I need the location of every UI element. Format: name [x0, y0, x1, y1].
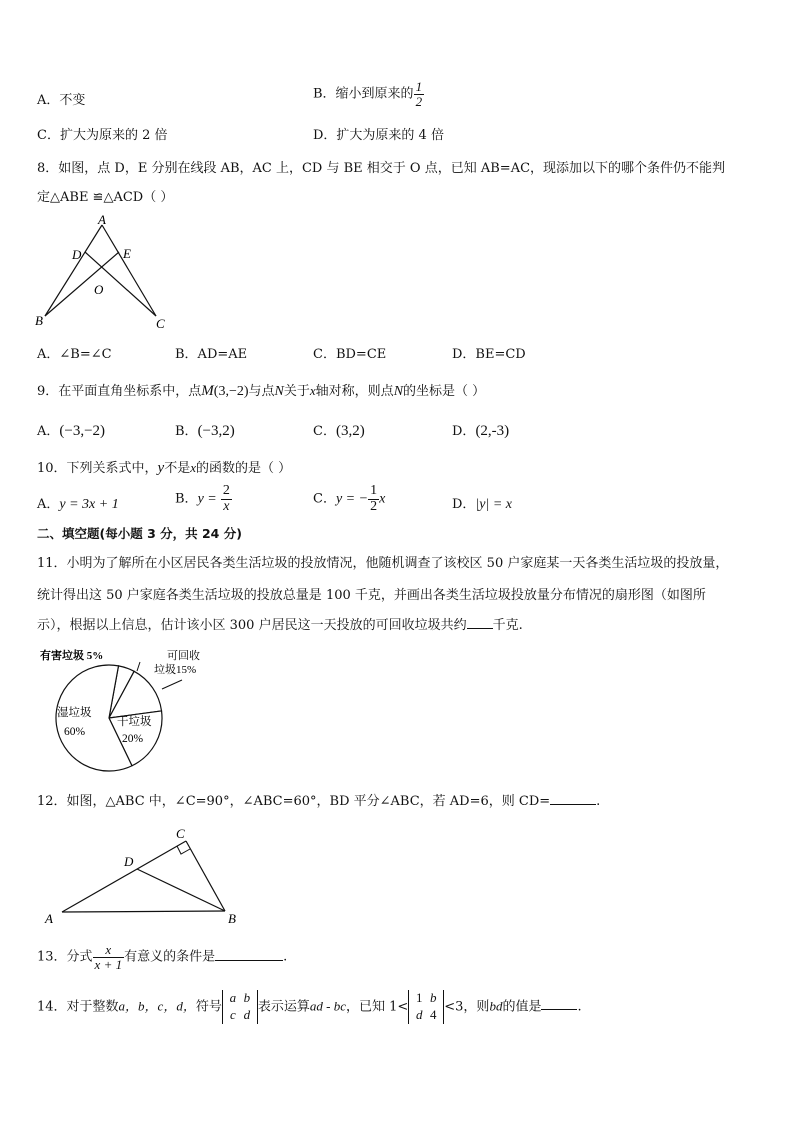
- q9-option-c: [313, 420, 365, 440]
- q14-mid4: <3，则: [444, 999, 490, 1015]
- pie-leader-hazardous: [137, 662, 140, 671]
- q8-label-d: D: [72, 247, 82, 262]
- q10-b-den: x: [223, 498, 230, 514]
- q9-x: x: [309, 383, 316, 398]
- q10-option-c-fraction: [368, 484, 379, 514]
- q13-post: 有意义的条件是: [124, 949, 216, 965]
- q9-option-d: [452, 420, 509, 440]
- q8-option-a: A．∠B=∠C: [37, 347, 112, 362]
- q10-option-b: [175, 484, 232, 514]
- q9-option-b-value: (−3,2): [197, 423, 235, 439]
- q10-option-b-label: B．: [175, 491, 198, 507]
- q10-option-a-label: A．: [37, 497, 60, 512]
- q7-option-a: A．不变: [37, 93, 86, 108]
- q9-option-b: [175, 420, 235, 440]
- q7-option-b-text: B．缩小到原来的: [313, 86, 414, 102]
- q9-option-a-label: A．: [37, 424, 60, 439]
- q10-pre: 10．下列关系式中，: [37, 461, 158, 476]
- q14-answer-blank[interactable]: [541, 1009, 577, 1010]
- q13-pre: 13．分式: [37, 949, 93, 965]
- q8-line-ac: [102, 225, 156, 316]
- det1-b: b: [243, 990, 251, 1005]
- q14-mid3: ，已知 1<: [345, 999, 409, 1015]
- q8-label-a: A: [98, 212, 106, 227]
- q12-line-bd: [137, 869, 225, 911]
- q9-option-a: [37, 420, 105, 440]
- q12-stem: [37, 790, 600, 809]
- q10-option-c-label: C．: [313, 491, 336, 507]
- q9-option-c-label: C．: [313, 424, 336, 439]
- q14-vars: a，b，c，d，: [118, 998, 196, 1014]
- q12-label-b: B: [228, 911, 236, 926]
- q9-m: M: [201, 383, 214, 399]
- q11-line3: [37, 614, 523, 633]
- q8-option-b: B．AD=AE: [175, 347, 248, 362]
- q10-option-c-lhs: y = −: [335, 491, 369, 507]
- q9-m-coord: (3,−2): [213, 384, 249, 399]
- q7-fraction-num: 1: [415, 79, 423, 94]
- q8-option-d: D．BE=CD: [452, 347, 526, 362]
- q14-determinant-symbol: [222, 990, 258, 1024]
- q11-answer-blank[interactable]: [467, 628, 493, 629]
- q13-den: x + 1: [94, 956, 123, 972]
- pie-label-wet-name: 湿垃圾: [57, 707, 92, 719]
- q10-y: y: [157, 460, 165, 476]
- pie-label-dry-pct: 20%: [122, 733, 144, 745]
- q13-stem: [37, 943, 287, 971]
- det2-b: b: [430, 990, 437, 1005]
- q8-triangle-figure: [30, 212, 180, 337]
- q14-determinant-value: [408, 990, 444, 1024]
- q12-triangle-figure: [40, 822, 250, 930]
- q8-line2: 定△ABE ≌△ACD（ ）: [37, 190, 174, 205]
- q11-line3-post: 千克.: [492, 618, 523, 633]
- q14-pre: 14．对于整数: [37, 999, 119, 1015]
- pie-label-wet-pct: 60%: [64, 726, 86, 738]
- q8-line-ab: [45, 225, 102, 316]
- q9-stem: [37, 380, 485, 400]
- q14-bd: bd: [489, 998, 503, 1014]
- det2-4: 4: [430, 1006, 437, 1022]
- q12-line-cb: [186, 841, 225, 911]
- q14-op: ad - bc: [309, 998, 346, 1014]
- q12-label-c: C: [176, 826, 185, 841]
- q9-option-d-label: D．: [452, 424, 476, 439]
- q14-end: .: [577, 999, 582, 1015]
- q8-label-o: O: [94, 282, 104, 297]
- q9-n2: N: [393, 384, 404, 399]
- q7-option-b: [313, 80, 424, 108]
- q9-option-c-value: (3,2): [335, 423, 365, 439]
- pie-label-dry-name: 干垃圾: [117, 716, 152, 728]
- q10-stem: [37, 457, 291, 477]
- q12-text: 12．如图，△ABC 中，∠C=90°，∠ABC=60°，BD 平分∠ABC，若 AD=6，则 CD=: [37, 794, 551, 809]
- q7-fraction-den: 2: [415, 93, 423, 109]
- pie-label-recyclable-1: 可回收: [167, 650, 200, 662]
- q12-label-d: D: [124, 854, 134, 869]
- q12-label-a: A: [45, 911, 53, 926]
- q13-answer-blank[interactable]: [215, 960, 283, 961]
- q9-mid3: 轴对称，则点: [315, 384, 394, 399]
- q10-option-d-value: |y| = x: [475, 497, 513, 512]
- q14-mid2: 表示运算: [257, 999, 310, 1015]
- q9-end: 的坐标是（ ）: [403, 384, 486, 399]
- q8-label-c: C: [156, 316, 165, 331]
- q9-mid2: 关于: [283, 384, 310, 399]
- q11-pie-chart: [34, 644, 214, 776]
- q7-fraction: [414, 80, 425, 108]
- q9-option-d-value: (2,-3): [475, 423, 510, 439]
- q9-mid1: 与点: [248, 384, 275, 399]
- q12-right-angle-mark: [177, 846, 190, 854]
- q14-mid5: 的值是: [502, 999, 542, 1015]
- q12-line-ac: [62, 841, 186, 912]
- q8-label-b: B: [35, 313, 43, 328]
- q10-option-a: [37, 493, 119, 513]
- q11-line1: 11．小明为了解所在小区居民各类生活垃圾的投放情况，他随机调查了该校区 50 户家庭某一天各类生活垃圾的投放量，: [37, 556, 729, 571]
- q10-end: 的函数的是（ ）: [196, 461, 292, 476]
- q13-fraction: [93, 943, 125, 971]
- q13-num: x: [93, 943, 125, 958]
- q10-option-c: [313, 484, 385, 514]
- q9-option-a-value: (−3,−2): [59, 423, 106, 439]
- q11-line2: 统计得出这 50 户家庭各类生活垃圾的投放总量是 100 千克，并画出各类生活垃圾投放量分布情况的扇形图（如图所: [37, 588, 706, 603]
- q10-c-num: 1: [370, 483, 378, 498]
- q8-line-be: [45, 252, 119, 316]
- q10-option-c-rhs: x: [379, 491, 386, 507]
- det2-d: d: [416, 1006, 423, 1022]
- det1-a: a: [229, 990, 237, 1005]
- q8-option-c: C．BD=CE: [313, 347, 387, 362]
- q9-pre: 9．在平面直角坐标系中，点: [37, 384, 202, 399]
- q10-option-b-lhs: y =: [197, 491, 217, 507]
- det1-c: c: [229, 1006, 236, 1022]
- pie-label-hazardous: 有害垃圾 5%: [40, 650, 104, 662]
- q7-option-c: C．扩大为原来的 2 倍: [37, 128, 168, 143]
- q8-label-e: E: [123, 246, 131, 261]
- q14-stem: [37, 990, 582, 1024]
- q9-n: N: [274, 384, 284, 399]
- q12-line-ab: [62, 911, 225, 912]
- q10-b-num: 2: [222, 483, 230, 498]
- q7-option-d: D．扩大为原来的 4 倍: [313, 128, 444, 143]
- q14-mid1: 符号: [195, 999, 222, 1015]
- q11-line3-pre: 示），根据以上信息，估计该小区 300 户居民这一天投放的可回收垃圾共约: [37, 618, 467, 633]
- q10-c-den: 2: [370, 498, 378, 514]
- q13-end: .: [283, 949, 288, 965]
- q10-x: x: [190, 460, 197, 475]
- q10-option-a-value: y = 3x + 1: [59, 497, 119, 512]
- pie-leader-recyclable: [162, 680, 182, 689]
- pie-label-recyclable-2: 垃圾15%: [154, 664, 197, 676]
- section-heading-fill-blank: 二、填空题(每小题 3 分，共 24 分): [37, 526, 242, 541]
- q12-end: .: [596, 794, 601, 809]
- q10-option-d-label: D．: [452, 497, 476, 512]
- q10-option-b-fraction: [221, 484, 232, 514]
- q12-answer-blank[interactable]: [550, 804, 596, 805]
- q10-mid: 不是: [164, 461, 191, 476]
- det1-d: d: [243, 1006, 251, 1022]
- det2-1: 1: [416, 990, 423, 1005]
- q9-option-b-label: B．: [175, 424, 198, 439]
- q8-line1: 8．如图，点 D，E 分别在线段 AB，AC 上，CD 与 BE 相交于 O 点，已知 AB=AC，现添加以下的哪个条件仍不能判: [37, 161, 726, 176]
- q10-option-d: [452, 493, 512, 513]
